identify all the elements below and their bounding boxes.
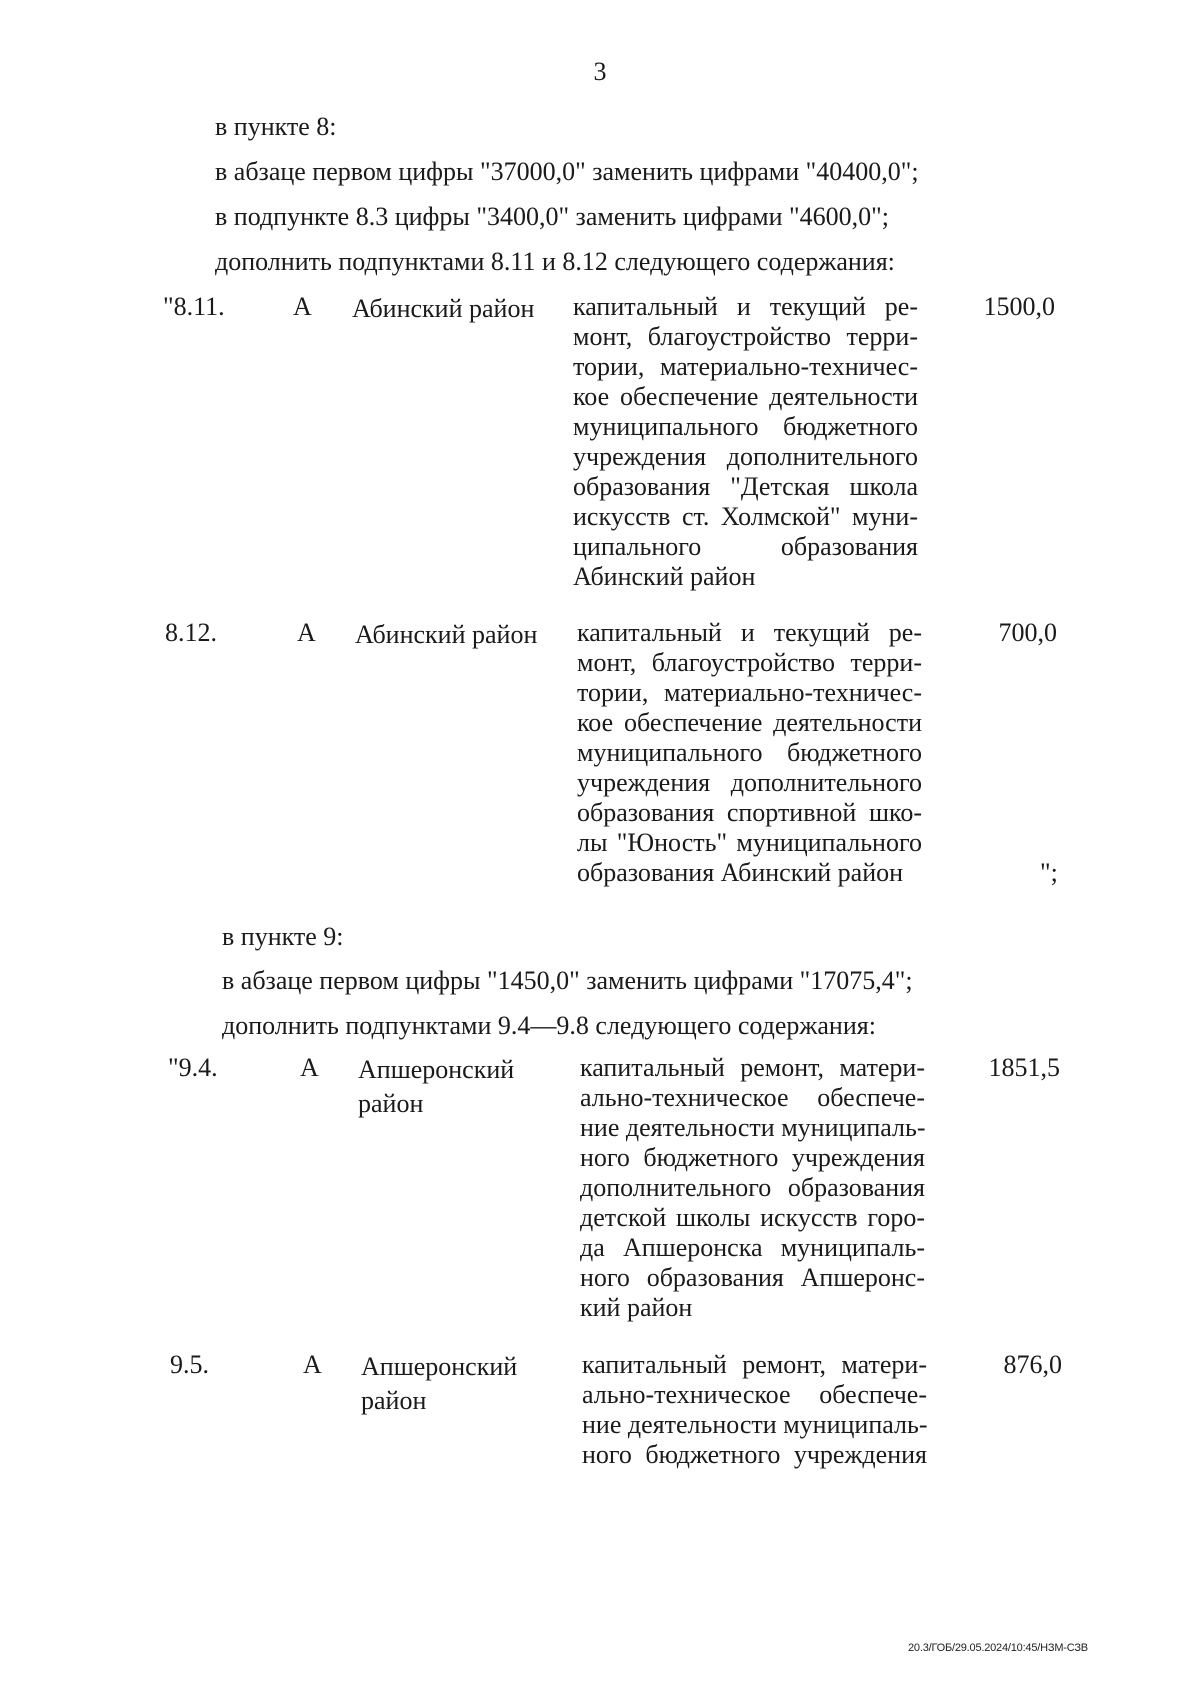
description-line: ного образования Апшеронс- — [580, 1263, 925, 1292]
description-line: образования спортивной шко- — [577, 798, 922, 827]
paragraph-subitem-8-3: в подпункте 8.3 цифры "3400,0" заменить цифрами "4600,0"; — [215, 202, 889, 231]
description-line: да Апшеронска муниципаль- — [580, 1233, 925, 1262]
row-amount: 1500,0 — [983, 292, 1055, 321]
description-line: кое обеспечение деятельности — [577, 708, 922, 737]
description-line: образования Абинский район — [577, 858, 904, 887]
paragraph-first-abzac-8: в абзаце первом цифры "37000,0" заменить цифрами "40400,0"; — [215, 157, 919, 186]
row-category: А — [293, 292, 312, 321]
row-district — [355, 618, 537, 652]
description-line: дополнительного образования — [580, 1173, 925, 1202]
document-registration-code: 20.3/ГОБ/29.05.2024/10:45/НЗМ-СЗВ — [908, 1642, 1088, 1654]
paragraph-item-9-heading: в пункте 9: — [222, 922, 344, 951]
row-number: "8.11. — [163, 292, 225, 321]
row-amount: 876,0 — [1003, 1350, 1062, 1379]
description-line: тории, материально-техничес- — [573, 352, 918, 381]
row-district — [361, 1350, 517, 1418]
description-line: муниципального бюджетного — [577, 738, 922, 767]
description-line: образования "Детская школа — [573, 472, 918, 501]
paragraph-first-abzac-9: в абзаце первом цифры "1450,0" заменить цифрами "17075,4"; — [222, 966, 913, 995]
row-description — [580, 1053, 925, 1323]
description-line: ципального образования — [573, 532, 918, 561]
description-line: монт, благоустройство терри- — [577, 648, 922, 677]
district-line: район — [358, 1089, 424, 1118]
description-line: тории, материально-техничес- — [577, 678, 922, 707]
description-line: ние деятельности муниципаль- — [580, 1113, 926, 1142]
row-amount: 1851,5 — [988, 1053, 1060, 1082]
row-number: 8.12. — [165, 618, 217, 647]
paragraph-add-subitems-9: дополнить подпунктами 9.4—9.8 следующего содержания: — [222, 1011, 876, 1040]
paragraph-add-subitems-8: дополнить подпунктами 8.11 и 8.12 следующего содержания: — [215, 247, 895, 276]
description-line: учреждения дополнительного — [577, 768, 922, 797]
description-line: ного бюджетного учреждения — [582, 1440, 927, 1469]
description-line: ного бюджетного учреждения — [580, 1143, 925, 1172]
description-line: монт, благоустройство терри- — [573, 322, 918, 351]
row-district — [358, 1053, 514, 1121]
description-line: кое обеспечение деятельности — [573, 382, 918, 411]
row-description — [573, 292, 918, 592]
row-category: А — [297, 618, 316, 647]
row-category: А — [303, 1350, 322, 1379]
district-line: район — [361, 1386, 427, 1415]
description-line: муниципального бюджетного — [573, 412, 918, 441]
description-line: Абинский район — [573, 562, 756, 591]
district-line: Абинский район — [355, 620, 538, 649]
description-line: искусств ст. Холмской" муни- — [573, 502, 918, 531]
district-line: Апшеронский — [361, 1352, 518, 1381]
row-number: 9.5. — [170, 1350, 209, 1379]
description-line: капитальный ремонт, матери- — [580, 1053, 925, 1082]
description-line: детской школы искусств горо- — [580, 1203, 925, 1232]
description-line: ние деятельности муниципаль- — [582, 1410, 928, 1439]
description-line: кий район — [580, 1293, 693, 1322]
paragraph-item-8-heading: в пункте 8: — [215, 112, 337, 141]
row-description — [577, 618, 922, 888]
closing-quote: "; — [1040, 858, 1058, 887]
description-line: капитальный ремонт, матери- — [582, 1350, 927, 1379]
district-line: Абинский район — [352, 294, 535, 323]
district-line: Апшеронский — [358, 1055, 515, 1084]
row-number: "9.4. — [168, 1053, 218, 1082]
row-description — [582, 1350, 927, 1470]
row-district — [352, 292, 534, 326]
description-line: ально-техническое обеспече- — [582, 1380, 927, 1409]
description-line: капитальный и текущий ре- — [577, 618, 922, 647]
description-line: учреждения дополнительного — [573, 442, 918, 471]
page-number: 3 — [593, 57, 607, 86]
row-amount: 700,0 — [998, 618, 1057, 647]
description-line: ально-техническое обеспече- — [580, 1083, 925, 1112]
row-category: А — [300, 1053, 319, 1082]
description-line: капитальный и текущий ре- — [573, 292, 918, 321]
description-line: лы "Юность" муниципального — [577, 828, 922, 857]
